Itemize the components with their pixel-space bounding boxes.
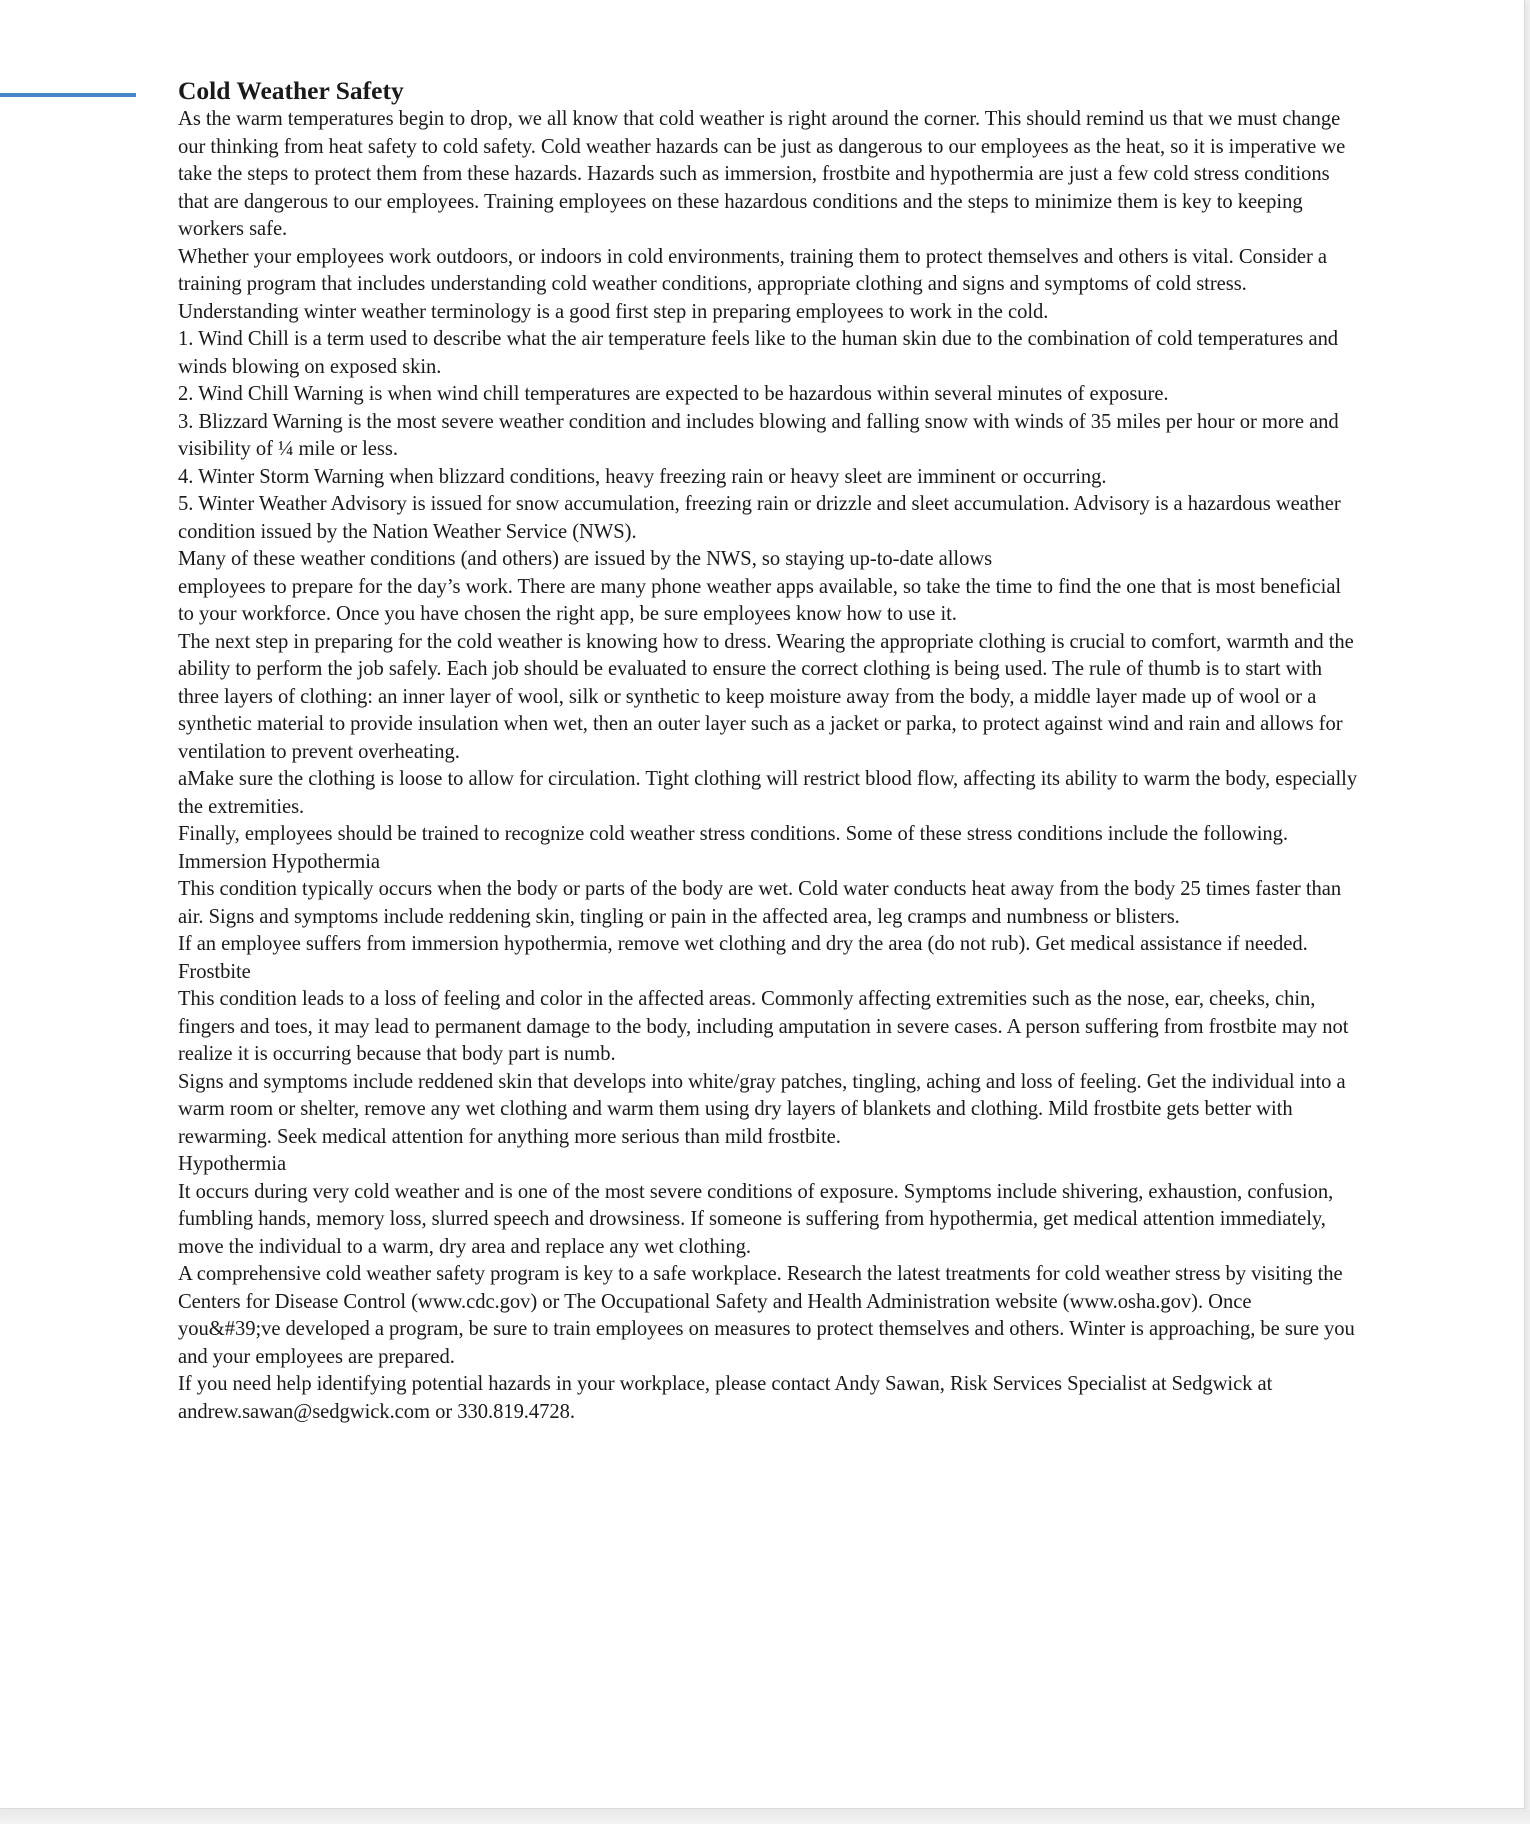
paragraph-terminology: Understanding winter weather terminology is a good first step in preparing employees to work in the cold. (178, 300, 1049, 323)
paragraph-intro: As the warm temperatures begin to drop, we all know that cold weather is right around the corner. This should remind us that we must change our thinking from heat safety to cold safety. Cold weather hazards can be just as dangerous to our employees as the heat, so it is imperative we take the steps to protect them from these hazards. Hazards such as immersion, frostbite and hypothermia are just a few cold stress conditions that are dangerous to our employees. Training employees on these hazardous conditions and the steps to minimize them is key to keeping workers safe. (178, 108, 1346, 240)
paragraph-nws: Many of these weather conditions (and others) are issued by the NWS, so staying up-to-date allows (178, 548, 993, 570)
paragraph-immersion-treatment: If an employee suffers from immersion hypothermia, remove wet clothing and dry the area (do not rub). Get medical assistance if needed. (178, 933, 1308, 955)
paragraph-contact: If you need help identifying potential hazards in your workplace, please contact Andy Sawan, Risk Services Specialist at Sedgwick at andrew.sawan@sedgwick.com or 330.819.4728. (178, 1373, 1273, 1423)
list-item-winter-weather-advisory: 5. Winter Weather Advisory is issued for snow accumulation, freezing rain or drizzle and sleet accumulation. Advisory is a hazardous weather condition issued by the Nation Weather Service (NWS). (178, 493, 1341, 543)
paragraph-loose-clothing: aMake sure the clothing is loose to allow for circulation. Tight clothing will restrict blood flow, affecting its ability to warm the body, especially the extremities. (178, 768, 1358, 818)
paragraph-training: Whether your employees work outdoors, or indoors in cold environments, training them to protect themselves and others is vital. Consider a training program that includes understanding cold weather conditions, appropriate clothing and signs and symptoms of cold stress. (178, 245, 1327, 295)
paragraph-immersion-description: This condition typically occurs when the body or parts of the body are wet. Cold water conducts heat away from the body 25 times faster than air. Signs and symptoms include reddening skin, tingling or pain in the affected area, leg cramps and numbness or blisters. (178, 878, 1342, 928)
accent-rule (0, 93, 136, 97)
paragraph-stress-conditions: Finally, employees should be trained to recognize cold weather stress conditions. Some of these stress conditions include the following. (178, 823, 1288, 845)
article-body (178, 74, 1358, 1426)
list-item-wind-chill: 1. Wind Chill is a term used to describe what the air temperature feels like to the human skin due to the combination of cold temperatures and winds blowing on exposed skin. (178, 328, 1339, 378)
subheading-hypothermia: Hypothermia (178, 1153, 287, 1175)
list-item-blizzard-warning: 3. Blizzard Warning is the most severe weather condition and includes blowing and falling snow with winds of 35 miles per hour or more and visibility of ¼ mile or less. (178, 410, 1339, 460)
paragraph-weather-apps: employees to prepare for the day’s work. There are many phone weather apps available, so take the time to find the one that is most beneficial to your workforce. Once you have chosen the right app, be sure employees know how to use it. (178, 575, 1342, 625)
article-title: Cold Weather Safety (178, 76, 404, 105)
viewer-bottom-edge (0, 1810, 1530, 1824)
paragraph-program: A comprehensive cold weather safety program is key to a safe workplace. Research the latest treatments for cold weather stress by visiting the Centers for Disease Control (www.cdc.gov) or The Occupational Safety and Health Administration website (www.osha.gov). Once you&#39;ve developed a program, be sure to train employees on measures to protect themselves and others. Winter is approaching, be sure you and your employees are prepared. (178, 1263, 1355, 1368)
paragraph-frostbite-treatment: Signs and symptoms include reddened skin that develops into white/gray patches, tingling, aching and loss of feeling. Get the individual into a warm room or shelter, remove any wet clothing and warm them using dry layers of blankets and clothing. Mild frostbite gets better with rewarming. Seek medical attention for anything more serious than mild frostbite. (178, 1070, 1346, 1148)
list-item-winter-storm-warning: 4. Winter Storm Warning when blizzard conditions, heavy freezing rain or heavy sleet are imminent or occurring. (178, 465, 1107, 488)
paragraph-frostbite-description: This condition leads to a loss of feeling and color in the affected areas. Commonly affecting extremities such as the nose, ear, cheeks, chin, fingers and toes, it may lead to permanent damage to the body, including amputation in severe cases. A person suffering from frostbite may not realize it is occurring because that body part is numb. (178, 988, 1349, 1065)
paragraph-hypothermia-description: It occurs during very cold weather and is one of the most severe conditions of exposure. Symptoms include shivering, exhaustion, confusion, fumbling hands, memory loss, slurred speech and drowsiness. If someone is suffering from hypothermia, get medical attention immediately, move the individual to a warm, dry area and replace any wet clothing. (178, 1180, 1334, 1258)
subheading-frostbite: Frostbite (178, 960, 251, 983)
subheading-immersion-hypothermia: Immersion Hypothermia (178, 850, 380, 873)
paragraph-dress: The next step in preparing for the cold weather is knowing how to dress. Wearing the appropriate clothing is crucial to comfort, warmth and the ability to perform the job safely. Each job should be evaluated to ensure the correct clothing is being used. The rule of thumb is to start with three layers of clothing: an inner layer of wool, silk or synthetic to keep moisture away from the body, a middle layer made up of wool or a synthetic material to provide insulation when wet, then an outer layer such as a jacket or parka, to protect against wind and rain and allows for ventilation to prevent overheating. (178, 630, 1354, 763)
list-item-wind-chill-warning: 2. Wind Chill Warning is when wind chill temperatures are expected to be hazardous within several minutes of exposure. (178, 383, 1169, 405)
